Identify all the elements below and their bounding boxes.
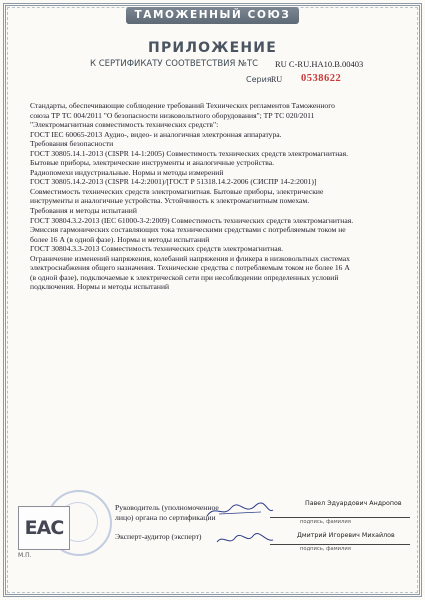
body-line: (в одной фазе), подключаемые к электрической сети при несоблюдении определенных условий <box>30 272 339 282</box>
body-line: ГОСТ 30805.14.1-2013 (CISPR 14-1:2005) Совместимость технических средств электромагнитная. <box>30 148 349 158</box>
stamp-place-label: М.П. <box>18 552 32 559</box>
body-line: Требования безопасности <box>30 139 114 149</box>
customs-union-banner: ТАМОЖЕННЫЙ СОЮЗ <box>126 7 299 24</box>
series-code: RU <box>271 75 283 84</box>
body-line: инструменты и аналогичные устройства. Устойчивость к электромагнитным помехам. <box>30 196 310 206</box>
head-label-line-1: Руководитель (уполномоченное <box>115 503 219 512</box>
body-line: союза ТР ТС 004/2011 "О безопасности низковольтного оборудования"; ТР ТС 020/2011 <box>30 110 315 120</box>
body-line: Радиопомехи индустриальные. Нормы и методы измерений <box>30 167 224 177</box>
certificate-reference-label: К СЕРТИФИКАТУ СООТВЕТСТВИЯ №ТС <box>90 59 259 69</box>
head-of-body-label <box>115 503 219 522</box>
standards-list <box>30 101 402 292</box>
body-line: ГОСТ IEC 60065-2013 Аудио-, видео- и аналогичная электронная аппаратура. <box>30 129 282 139</box>
expert-signature <box>215 530 275 548</box>
page-title: ПРИЛОЖЕНИЕ <box>148 40 277 56</box>
body-line: электроснабжения общего назначения. Технические средства с потребляемым током не более 16 А <box>30 263 350 273</box>
body-line: Требования и методы испытаний <box>30 206 137 216</box>
head-signature <box>205 502 275 520</box>
expert-signature-caption: подпись, фамилия <box>300 546 351 552</box>
body-line: ГОСТ 30804.3.3-2013 Совместимость технических средств электромагнитная. <box>30 244 284 254</box>
body-line: более 16 А (в одной фазе). Нормы и методы испытаний <box>30 234 210 244</box>
expert-name: Дмитрий Игоревич Михайлов <box>297 532 395 539</box>
expert-signature-line <box>270 544 410 545</box>
head-name: Павел Эдуардович Андропов <box>305 500 402 507</box>
body-line: "Электромагнитная совместимость технических средств": <box>30 120 219 130</box>
head-label-line-2: лицо) органа по сертификации <box>115 512 216 522</box>
body-line: Эмиссия гармонических составляющих тока техническими средствами с потребляемым током не <box>30 225 346 235</box>
body-line: Бытовые приборы, электрические инструменты и аналогичные устройства. <box>30 158 275 168</box>
body-line: ГОСТ 30804.3.2-2013 (IEC 61000-3-2:2009) Совместимость технических средств электромагнитная. <box>30 215 354 225</box>
expert-auditor-label: Эксперт-аудитор (эксперт) <box>115 532 202 541</box>
series-label: Серия <box>246 75 272 84</box>
body-line: Ограничение изменений напряжения, колебаний напряжения и фликера в низковольтных системах <box>30 253 350 263</box>
body-line: подключения. Нормы и методы испытаний <box>30 282 170 292</box>
body-line: Стандарты, обеспечивающие соблюдение требований Технических регламентов Таможенного <box>30 101 335 110</box>
certificate-registration-number: RU C-RU.НА10.В.00403 <box>275 59 364 69</box>
body-line: ГОСТ 30805.14.2-2013 (CISPR 14-2:2001)/[ГОСТ Р 51318.14.2-2006 (СИСПР 14-2:2001)] <box>30 177 317 187</box>
head-signature-caption: подпись, фамилия <box>300 519 351 525</box>
series-number: 0538622 <box>301 73 342 84</box>
eac-logo: EAC <box>18 506 70 550</box>
head-signature-line <box>270 517 410 518</box>
signature-block <box>0 470 425 600</box>
body-line: Совместимость технических средств электромагнитная. Бытовые приборы, электрические <box>30 186 324 196</box>
